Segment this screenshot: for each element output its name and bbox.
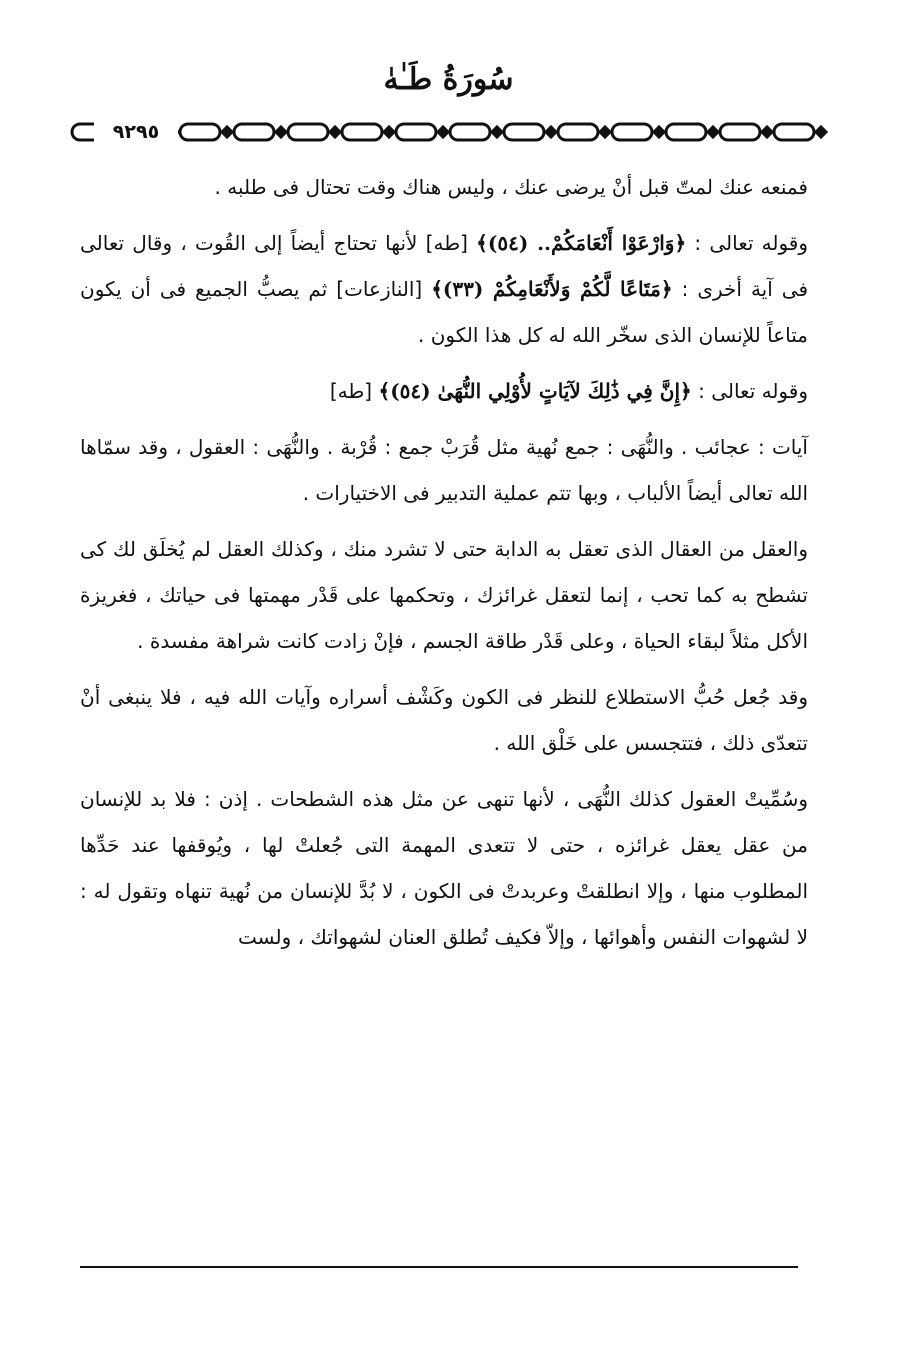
chain-diamond <box>546 127 556 137</box>
chain-link <box>342 124 382 140</box>
chain-diamond <box>816 127 826 137</box>
chain-diamond <box>654 127 664 137</box>
chain-diamond <box>708 127 718 137</box>
chain-diamond <box>438 127 448 137</box>
chain-link <box>774 124 814 140</box>
page-number: ٩٢٩٥ <box>94 116 178 148</box>
paragraph-6: وقد جُعل حُبُّ الاستطلاع للنظر فى الكون وكَشْف أسراره وآيات الله فيه ، فلا ينبغى أنْ تتعدّى ذلك ، فتتجسس على خَلْق الله . <box>80 685 808 755</box>
chain-diamond <box>600 127 610 137</box>
chain-link <box>720 124 760 140</box>
chain-diamond <box>762 127 772 137</box>
chain-link <box>396 124 436 140</box>
chain-link <box>288 124 328 140</box>
quran-verse-2: ﴿مَتَاعًا لَّكُمْ وَلأَنْعَامِكُمْ (٣٣)﴾ <box>431 277 673 301</box>
paragraph-2-middle: لأنها تحتاج أيضاً إلى القُوت ، وقال تعالى فى آية أخرى : <box>80 231 809 301</box>
chain-link <box>180 124 220 140</box>
verse-ref-3: [طه] <box>329 379 373 403</box>
chain-link <box>234 124 274 140</box>
chain-diamond <box>384 127 394 137</box>
chain-diamond <box>330 127 340 137</box>
chain-link <box>612 124 652 140</box>
chain-diamond <box>222 127 232 137</box>
paragraph-4: آيات : عجائب . والنُّهَى : جمع نُهية مثل قُرَبْ جمع : قُرْبة . والنُّهَى : العقول ، وقد سمّاها الله تعالى أيضاً الألباب ، وبها تتم عملية التدبير فى الاختيارات . <box>80 435 808 505</box>
verse-ref-1: [طه] <box>425 231 468 255</box>
chain-link <box>558 124 598 140</box>
verse-ref-2: [النازعات] <box>336 277 423 301</box>
chain-diamond <box>276 127 286 137</box>
paragraph-3 <box>80 368 808 414</box>
paragraph-2 <box>80 220 808 358</box>
paragraph-1: فمنعه عنك لمتّ قبل أنْ يرضى عنك ، وليس هناك وقت تحتال فى طلبه . <box>214 175 808 199</box>
chain-link <box>504 124 544 140</box>
chain-diamond <box>492 127 502 137</box>
page-body <box>80 164 808 970</box>
paragraph-2-end: ثم يصبُّ الجميع فى أن يكون متاعاً للإنسان الذى سخّر الله له كل هذا الكون . <box>80 277 808 347</box>
chain-link <box>666 124 706 140</box>
surah-title: سُورَةُ طَـٰهٰ <box>383 62 514 97</box>
footer-rule <box>80 1266 798 1268</box>
paragraph-3-intro: وقوله تعالى : <box>698 379 808 403</box>
quran-verse-3: ﴿إِنَّ فِي ذَٰلِكَ لآيَاتٍ لأُوْلِي النُّهَىٰ (٥٤)﴾ <box>378 379 692 403</box>
paragraph-2-intro: وقوله تعالى : <box>694 231 809 255</box>
paragraph-7: وسُمِّيتْ العقول كذلك النُّهَى ، لأنها تنهى عن مثل هذه الشطحات . إذن : فلا بد للإنسان من عقل يعقل غرائزه ، حتى لا تتعدى المهمة التى جُعلتْ لها ، ويُوقفها عند حَدِّها المطلوب منها ، وإلا انطلقتْ وعربدتْ فى الكون ، لا بُدَّ للإنسان من نُهية تنهاه وتقول له : لا لشهوات النفس وأهوائها ، وإلاّ فكيف تُطلق العنان لشهواتك ، ولست <box>80 787 808 949</box>
chain-border-ornament <box>68 116 834 148</box>
chain-link <box>450 124 490 140</box>
paragraph-5: والعقل من العقال الذى تعقل به الدابة حتى لا تشرد منك ، وكذلك العقل لم يُخلَق لك كى تشطح به كما تحب ، إنما لتعقل غرائزك ، وتحكمها على قَدْر مهمتها فى حياتك ، فغريزة الأكل مثلاً لبقاء الحياة ، وعلى قَدْر طاقة الجسم ، فإنْ زادت كانت شراهة مفسدة . <box>80 537 808 653</box>
quran-verse-1: ﴿وَارْعَوْا أَنْعَامَكُمْ.. (٥٤)﴾ <box>476 231 687 255</box>
